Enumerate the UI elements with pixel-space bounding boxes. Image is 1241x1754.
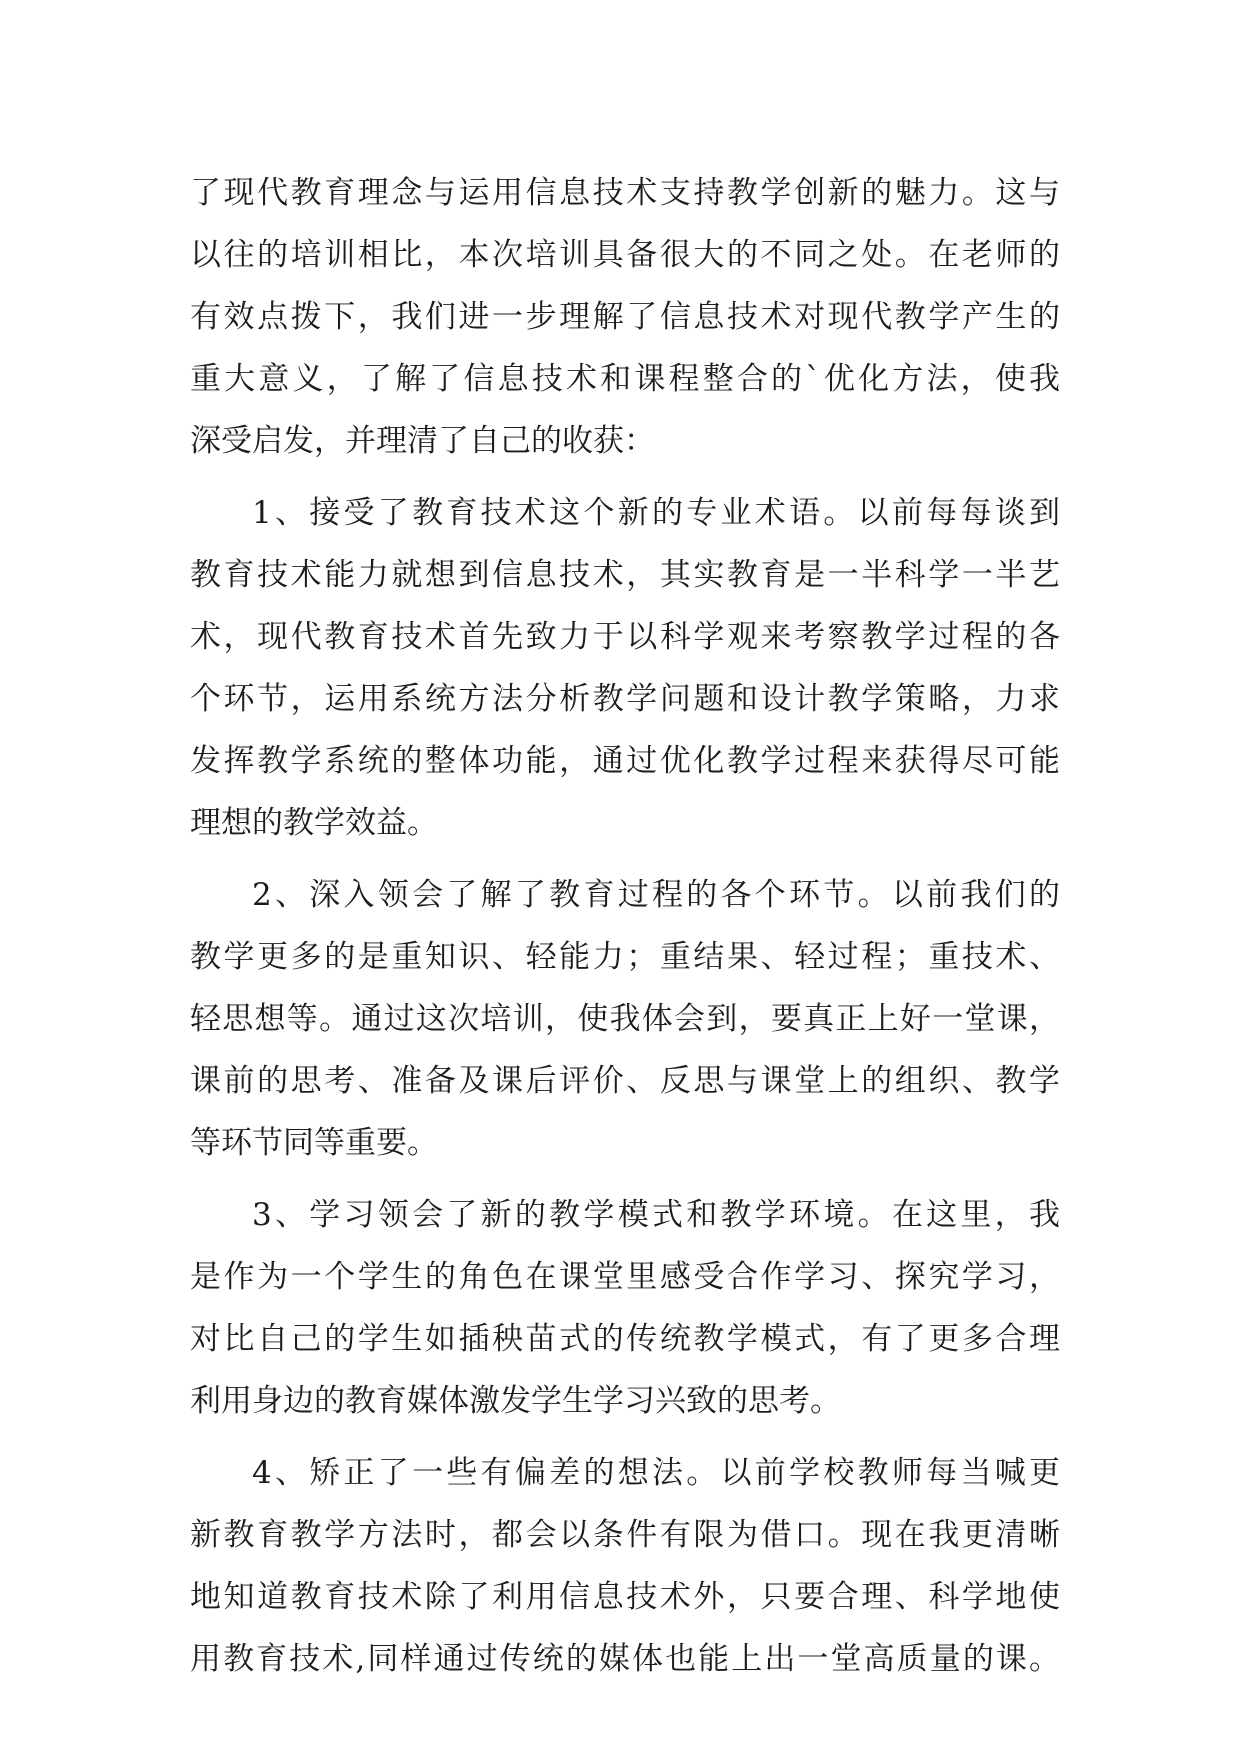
text-line: 理想的教学效益。 [190,805,438,841]
document-body [190,162,1060,1700]
text-line: 了现代教育理念与运用信息技术支持教学创新的魅力。这与 [190,175,1060,211]
text-line: 教育技术能力就想到信息技术，其实教育是一半科学一半艺 [190,557,1060,593]
text-line: 深受启发，并理清了自己的收获： [190,423,655,459]
text-line: 利用身边的教育媒体激发学生学习兴致的思考。 [190,1383,841,1419]
paragraph-point-3 [190,1184,1060,1432]
paragraph-point-1 [190,482,1060,854]
text-line: 课前的思考、准备及课后评价、反思与课堂上的组织、教学 [190,1063,1060,1099]
text-line: 等环节同等重要。 [190,1125,438,1161]
paragraph-point-4 [190,1442,1060,1690]
text-line: 术，现代教育技术首先致力于以科学观来考察教学过程的各 [190,619,1060,655]
paragraph-intro [190,162,1060,472]
text-line: 发挥教学系统的整体功能，通过优化教学过程来获得尽可能 [190,743,1060,779]
text-line: 轻思想等。通过这次培训，使我体会到，要真正上好一堂课， [190,1001,1060,1037]
text-line: 地知道教育技术除了利用信息技术外，只要合理、科学地使 [190,1579,1060,1615]
text-line: 教学更多的是重知识、轻能力；重结果、轻过程；重技术、 [190,939,1060,975]
text-line: 新教育教学方法时，都会以条件有限为借口。现在我更清晰 [190,1517,1060,1553]
text-line: 用教育技术,同样通过传统的媒体也能上出一堂高质量的课。 [190,1641,1060,1677]
text-line: 1、接受了教育技术这个新的专业术语。以前每每谈到 [252,495,1060,531]
text-line: 4、矫正了一些有偏差的想法。以前学校教师每当喊更 [252,1455,1060,1491]
text-line: 以往的培训相比，本次培训具备很大的不同之处。在老师的 [190,237,1060,273]
paragraph-point-2 [190,864,1060,1174]
text-line: 有效点拨下，我们进一步理解了信息技术对现代教学产生的 [190,299,1060,335]
text-line: 3、学习领会了新的教学模式和教学环境。在这里，我 [252,1197,1060,1233]
text-line: 重大意义，了解了信息技术和课程整合的`优化方法，使我 [190,361,1060,397]
text-line: 2、深入领会了解了教育过程的各个环节。以前我们的 [252,877,1060,913]
text-line: 对比自己的学生如插秧苗式的传统教学模式，有了更多合理 [190,1321,1060,1357]
text-line: 个环节，运用系统方法分析教学问题和设计教学策略，力求 [190,681,1060,717]
text-line: 是作为一个学生的角色在课堂里感受合作学习、探究学习， [190,1259,1060,1295]
